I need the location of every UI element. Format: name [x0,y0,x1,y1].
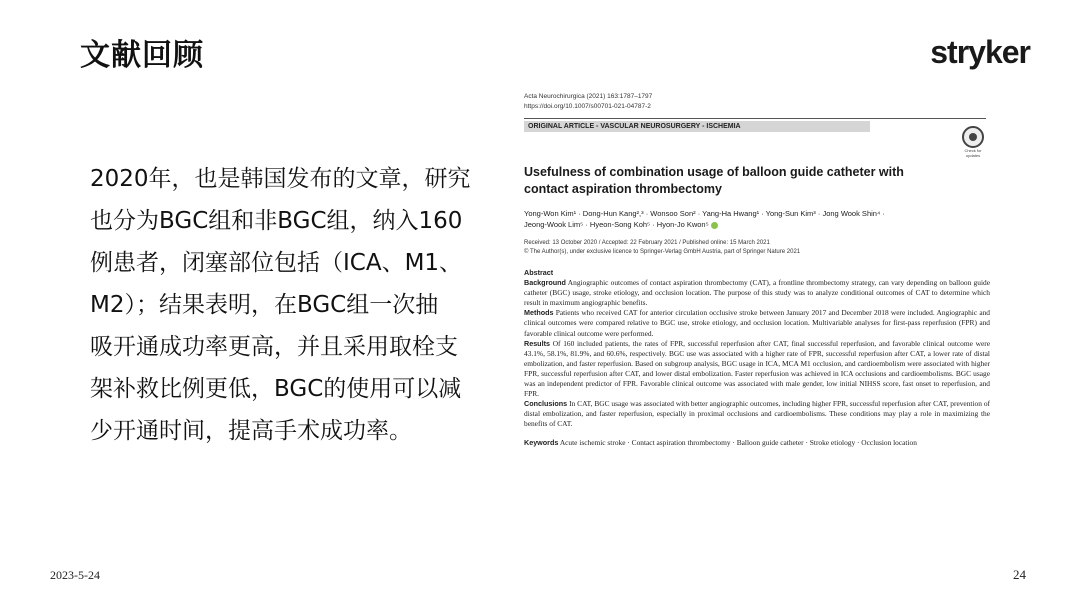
body-line: 2020年，也是韩国发布的文章，研究 [90,166,471,192]
keywords: Keywords Acute ischemic stroke · Contact aspiration thrombectomy · Balloon guide catheter · Stroke etiology · Occlusion location [524,437,917,447]
body-line: 少开通时间，提高手术成功率。 [90,418,412,444]
section-label: ORIGINAL ARTICLE - VASCULAR NEUROSURGERY - ISCHEMIA [524,121,870,132]
body-line: 例患者，闭塞部位包括（ICA、M1、 [90,250,463,276]
body-line: 架补救比例更低，BGC的使用可以减 [90,376,462,402]
received-dates: Received: 13 October 2020 / Accepted: 22 February 2021 / Published online: 15 March 2021 [524,240,770,246]
copyright: © The Author(s), under exclusive licence to Springer-Verlag GmbH Austria, part of Springer Nature 2021 [524,249,801,255]
slide-title: 文献回顾 [80,38,204,73]
divider [524,118,986,119]
paper-dates [524,239,990,257]
abstract-heading: Abstract [524,268,554,277]
body-line: M2）；结果表明，在BGC组一次抽 [90,292,439,318]
stryker-logo: stryker [930,34,1030,70]
abstract-background: Background Angiographic outcomes of contact aspiration thrombectomy (CAT), a frontline thrombectomy strategy, can vary depending on balloon guide catheter (BGC) usage, stroke etiology, and occlusion location. The purpose of this study was to analyze conditional outcomes of CAT to determine which result in maximum angiographic benefits. [524,278,990,308]
check-updates-icon [962,126,984,148]
page-number: 24 [1013,567,1026,582]
orcid-icon [711,222,718,229]
body-line: 吸开通成功率更高，并且采用取栓支 [90,334,458,360]
abstract-methods: Methods Patients who received CAT for anterior circulation occlusive stroke between January 2017 and December 2018 were included. Angiographic and clinical outcomes were compared relative to BGC use, stroke etiology, and occlusion location. Multivariable analyses for first-pass reperfusion (FPR) and favorable clinical outcome were performed. [524,308,990,338]
abstract-conclusions: Conclusions In CAT, BGC usage was associated with better angiographic outcomes, including higher FPR, successful reperfusion after CAT, prevention of distal embolization, and faster reperfusion, especially in proximal occlusions and cardioembolisms. These conditions may play a role in maximizing the benefits of CAT. [524,399,990,429]
doi-link: https://doi.org/10.1007/s00701-021-04787-2 [524,103,651,110]
body-line: 也分为BGC组和非BGC组，纳入160 [90,208,463,234]
section-bar [524,118,990,134]
check-updates-label: Check for updates [964,148,982,158]
check-updates-badge [960,126,986,158]
authors-line: Yong-Won Kim¹ · Dong-Hun Kang²,³ · Wonsoo Son² · Yang-Ha Hwang¹ · Yong-Sun Kim³ · Jong Wook Shin⁴ · [524,209,885,218]
journal-citation: Acta Neurochirurgica (2021) 163:1787–1797 [524,93,653,100]
slide-body-text [90,158,490,452]
abstract [524,268,990,430]
paper-authors [524,208,990,230]
paper-title: Usefulness of combination usage of balloon guide catheter with contact aspiration thrombectomy [524,165,904,196]
slide-date: 2023-5-24 [50,568,100,582]
authors-line: Jeong-Wook Lim⁵ · Hyeon-Song Koh⁵ · Hyon-Jo Kwon⁵ [524,219,990,230]
abstract-results: Results Of 160 included patients, the rates of FPR, successful reperfusion after CAT, final successful reperfusion, and favorable clinical outcome were 43.1%, 58.1%, 81.9%, and 60.6%, respectively. BGC use was associated with a higher rate of FPR, successful reperfusion after CAT, a lower rate of distal embolization, and faster reperfusion. Based on subgroup analysis, BGC usage in ICA, MCA M1 occlusion, and cardioembolism were associated with higher FPR, successful reperfusion after CAT, and lower distal embolization. Faster reperfusion was achieved in ICA occlusions and cardioembolisms. BGC usage was an independent predictor of FPR. Favorable clinical outcome was associated with male gender, low initial NIHSS score, fast onset to reperfusion, and FPR. [524,338,990,399]
paper-excerpt [524,92,990,448]
